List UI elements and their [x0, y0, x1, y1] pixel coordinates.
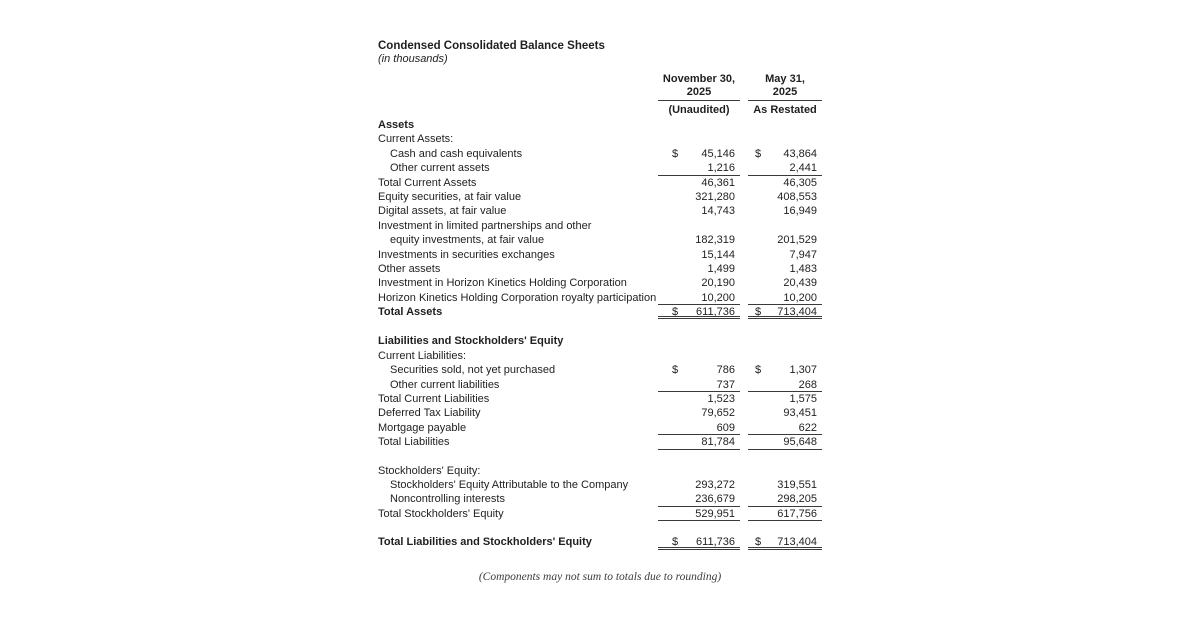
cell-value: 611,736 — [696, 536, 735, 549]
cell-value: 16,949 — [783, 205, 817, 218]
value-cell-period-2 — [748, 492, 822, 506]
cell-value: 46,305 — [783, 176, 817, 189]
cell-value: 1,216 — [707, 162, 735, 175]
column-gap — [740, 132, 748, 146]
column-header-qualifier: (Unaudited) — [668, 104, 730, 116]
value-cell-period-2 — [748, 421, 822, 435]
cell-value: 713,404 — [777, 536, 817, 549]
dollar-sign: $ — [755, 147, 762, 160]
table-row — [378, 276, 824, 290]
value-cell-period-2 — [748, 363, 822, 377]
value-cell-period-1 — [658, 507, 740, 521]
value-cell-period-1 — [658, 435, 740, 449]
column-gap — [740, 378, 748, 392]
dollar-sign: $ — [755, 536, 762, 549]
value-cell-period-1 — [658, 363, 740, 377]
cell-value: 611,736 — [696, 306, 735, 319]
table-row — [378, 363, 824, 377]
row-label: Other current assets — [390, 162, 490, 175]
row-label: Investments in securities exchanges — [378, 248, 555, 261]
column-header-spacer — [378, 73, 658, 117]
row-label: Mortgage payable — [378, 421, 467, 434]
column-gap — [740, 73, 748, 117]
value-cell-period-2 — [748, 378, 822, 392]
column-gap — [740, 535, 748, 549]
column-gap — [740, 276, 748, 290]
table-row — [378, 305, 824, 319]
table-row — [378, 161, 824, 175]
table-row — [378, 118, 824, 132]
column-gap — [740, 147, 748, 161]
value-cell-period-2 — [748, 161, 822, 175]
cell-value: 713,404 — [777, 306, 817, 319]
value-cell-period-2 — [748, 507, 822, 521]
cell-value: 1,307 — [789, 364, 817, 377]
value-cell-period-1 — [658, 478, 740, 492]
dollar-sign: $ — [755, 364, 762, 377]
cell-value: 95,648 — [783, 436, 817, 449]
cell-value: 319,551 — [777, 478, 817, 491]
value-cell-period-2 — [748, 334, 822, 348]
value-cell-period-2 — [748, 435, 822, 449]
table-row — [378, 507, 824, 521]
table-row — [378, 262, 824, 276]
table-row — [378, 204, 824, 218]
row-label: Liabilities and Stockholders' Equity — [378, 335, 564, 348]
row-label: Deferred Tax Liability — [378, 407, 481, 420]
column-header-date-line1: November 30, — [662, 73, 736, 85]
row-label: Total Liabilities — [378, 436, 450, 449]
cell-value: 14,743 — [701, 205, 735, 218]
table-row — [378, 349, 824, 363]
cell-value: 617,756 — [777, 507, 817, 520]
row-label: Other assets — [378, 262, 441, 275]
row-label: Stockholders' Equity Attributable to the Company — [390, 478, 629, 491]
value-cell-period-1 — [658, 132, 740, 146]
dollar-sign: $ — [672, 364, 679, 377]
row-label: Total Liabilities and Stockholders' Equity — [378, 536, 592, 549]
cell-value: 7,947 — [789, 248, 817, 261]
cell-value: 609 — [716, 421, 735, 434]
row-label: Total Current Liabilities — [378, 393, 490, 406]
table-row — [378, 248, 824, 262]
cell-value: 1,575 — [789, 393, 817, 406]
value-cell-period-2 — [748, 118, 822, 132]
cell-value: 20,439 — [783, 277, 817, 290]
column-header-period-2 — [748, 73, 822, 117]
table-row — [378, 291, 824, 305]
cell-value: 79,652 — [701, 407, 735, 420]
column-gap — [740, 392, 748, 406]
row-label: Investment in limited partnerships and other — [378, 219, 592, 232]
table-row — [378, 478, 824, 492]
column-gap — [740, 363, 748, 377]
value-cell-period-1 — [658, 535, 740, 549]
cell-value: 293,272 — [695, 478, 735, 491]
value-cell-period-1 — [658, 161, 740, 175]
row-label: Assets — [378, 119, 415, 131]
cell-value: 1,523 — [707, 393, 735, 406]
value-cell-period-1 — [658, 233, 740, 247]
dollar-sign: $ — [672, 306, 679, 319]
row-label: Equity securities, at fair value — [378, 190, 522, 203]
value-cell-period-2 — [748, 233, 822, 247]
value-cell-period-1 — [658, 176, 740, 190]
column-gap — [740, 478, 748, 492]
value-cell-period-1 — [658, 392, 740, 406]
value-cell-period-2 — [748, 147, 822, 161]
cell-value: 1,499 — [707, 262, 735, 275]
value-cell-period-2 — [748, 262, 822, 276]
value-cell-period-1 — [658, 349, 740, 363]
column-gap — [740, 190, 748, 204]
row-label: Other current liabilities — [390, 378, 500, 391]
value-cell-period-2 — [748, 176, 822, 190]
row-label: Cash and cash equivalents — [390, 147, 523, 160]
value-cell-period-1 — [658, 248, 740, 262]
cell-value: 81,784 — [701, 436, 735, 449]
value-cell-period-1 — [658, 305, 740, 319]
column-gap — [740, 291, 748, 305]
column-gap — [740, 219, 748, 233]
row-label: equity investments, at fair value — [390, 234, 545, 247]
table-row — [378, 378, 824, 392]
column-header-date-line2: 2025 — [748, 86, 822, 101]
document-title: Condensed Consolidated Balance Sheets — [378, 40, 605, 52]
column-gap — [740, 406, 748, 420]
column-gap — [740, 262, 748, 276]
cell-value: 10,200 — [701, 291, 735, 304]
row-label: Current Liabilities: — [378, 349, 467, 362]
spacer-row — [378, 450, 824, 464]
row-label: Total Current Assets — [378, 176, 477, 189]
value-cell-period-1 — [658, 204, 740, 218]
value-cell-period-2 — [748, 276, 822, 290]
value-cell-period-1 — [658, 276, 740, 290]
value-cell-period-2 — [748, 406, 822, 420]
spacer-row — [378, 319, 824, 334]
value-cell-period-2 — [748, 291, 822, 305]
column-gap — [740, 421, 748, 435]
column-gap — [740, 334, 748, 348]
row-label: Total Stockholders' Equity — [378, 507, 504, 520]
value-cell-period-2 — [748, 392, 822, 406]
value-cell-period-1 — [658, 421, 740, 435]
balance-sheet — [378, 40, 824, 550]
cell-value: 201,529 — [777, 234, 817, 247]
value-cell-period-1 — [658, 334, 740, 348]
row-label: Stockholders' Equity: — [378, 464, 481, 477]
column-gap — [740, 233, 748, 247]
cell-value: 1,483 — [789, 262, 817, 275]
table-row — [378, 464, 824, 478]
cell-value: 45,146 — [701, 147, 735, 160]
dollar-sign: $ — [672, 147, 679, 160]
value-cell-period-1 — [658, 291, 740, 305]
cell-value: 20,190 — [701, 277, 735, 290]
column-gap — [740, 204, 748, 218]
dollar-sign: $ — [672, 536, 679, 549]
cell-value: 408,553 — [777, 190, 817, 203]
table-row — [378, 492, 824, 506]
column-header-qualifier: As Restated — [753, 104, 817, 116]
table-row — [378, 190, 824, 204]
value-cell-period-2 — [748, 464, 822, 478]
cell-value: 298,205 — [777, 493, 817, 506]
cell-value: 182,319 — [695, 234, 735, 247]
table-row — [378, 392, 824, 406]
column-header-period-1 — [658, 73, 740, 117]
table-row — [378, 435, 824, 449]
table-row — [378, 233, 824, 247]
value-cell-period-2 — [748, 248, 822, 262]
value-cell-period-2 — [748, 190, 822, 204]
value-cell-period-1 — [658, 118, 740, 132]
cell-value: 93,451 — [783, 407, 817, 420]
table-row — [378, 132, 824, 146]
cell-value: 321,280 — [695, 190, 735, 203]
cell-value: 10,200 — [783, 291, 817, 304]
value-cell-period-2 — [748, 349, 822, 363]
table-row — [378, 421, 824, 435]
column-gap — [740, 349, 748, 363]
cell-value: 43,864 — [783, 147, 817, 160]
column-headers — [378, 73, 824, 117]
value-cell-period-2 — [748, 478, 822, 492]
table-row — [378, 406, 824, 420]
value-cell-period-2 — [748, 305, 822, 319]
cell-value: 268 — [798, 378, 817, 391]
document-subtitle: (in thousands) — [378, 53, 448, 65]
row-label: Noncontrolling interests — [390, 493, 505, 506]
row-label: Total Assets — [378, 306, 443, 319]
row-label: Horizon Kinetics Holding Corporation royalty participation — [378, 291, 657, 304]
value-cell-period-1 — [658, 190, 740, 204]
row-label: Securities sold, not yet purchased — [390, 364, 556, 377]
value-cell-period-2 — [748, 204, 822, 218]
balance-sheet-rows — [378, 118, 824, 550]
column-gap — [740, 464, 748, 478]
cell-value: 236,679 — [695, 493, 735, 506]
value-cell-period-1 — [658, 147, 740, 161]
column-gap — [740, 161, 748, 175]
value-cell-period-1 — [658, 219, 740, 233]
column-header-date-line1: May 31, — [765, 73, 805, 85]
column-header-date-line2: 2025 — [658, 86, 740, 101]
cell-value: 15,144 — [701, 248, 735, 261]
cell-value: 622 — [798, 421, 817, 434]
row-label: Current Assets: — [378, 133, 454, 146]
column-gap — [740, 176, 748, 190]
row-label: Investment in Horizon Kinetics Holding Corporation — [378, 277, 627, 290]
table-row — [378, 176, 824, 190]
column-gap — [740, 248, 748, 262]
table-row — [378, 535, 824, 549]
table-row — [378, 334, 824, 348]
dollar-sign: $ — [755, 306, 762, 319]
value-cell-period-2 — [748, 132, 822, 146]
cell-value: 786 — [716, 364, 735, 377]
spacer-row — [378, 521, 824, 535]
rounding-footnote: (Components may not sum to totals due to rounding) — [478, 571, 722, 583]
value-cell-period-2 — [748, 219, 822, 233]
column-gap — [740, 507, 748, 521]
column-gap — [740, 435, 748, 449]
cell-value: 46,361 — [701, 176, 735, 189]
column-gap — [740, 118, 748, 132]
value-cell-period-2 — [748, 535, 822, 549]
cell-value: 737 — [716, 378, 735, 391]
value-cell-period-1 — [658, 378, 740, 392]
table-row — [378, 219, 824, 233]
table-row — [378, 147, 824, 161]
row-label: Digital assets, at fair value — [378, 205, 507, 218]
cell-value: 2,441 — [789, 162, 817, 175]
value-cell-period-1 — [658, 492, 740, 506]
column-gap — [740, 492, 748, 506]
value-cell-period-1 — [658, 464, 740, 478]
value-cell-period-1 — [658, 262, 740, 276]
value-cell-period-1 — [658, 406, 740, 420]
cell-value: 529,951 — [695, 507, 735, 520]
column-gap — [740, 305, 748, 319]
